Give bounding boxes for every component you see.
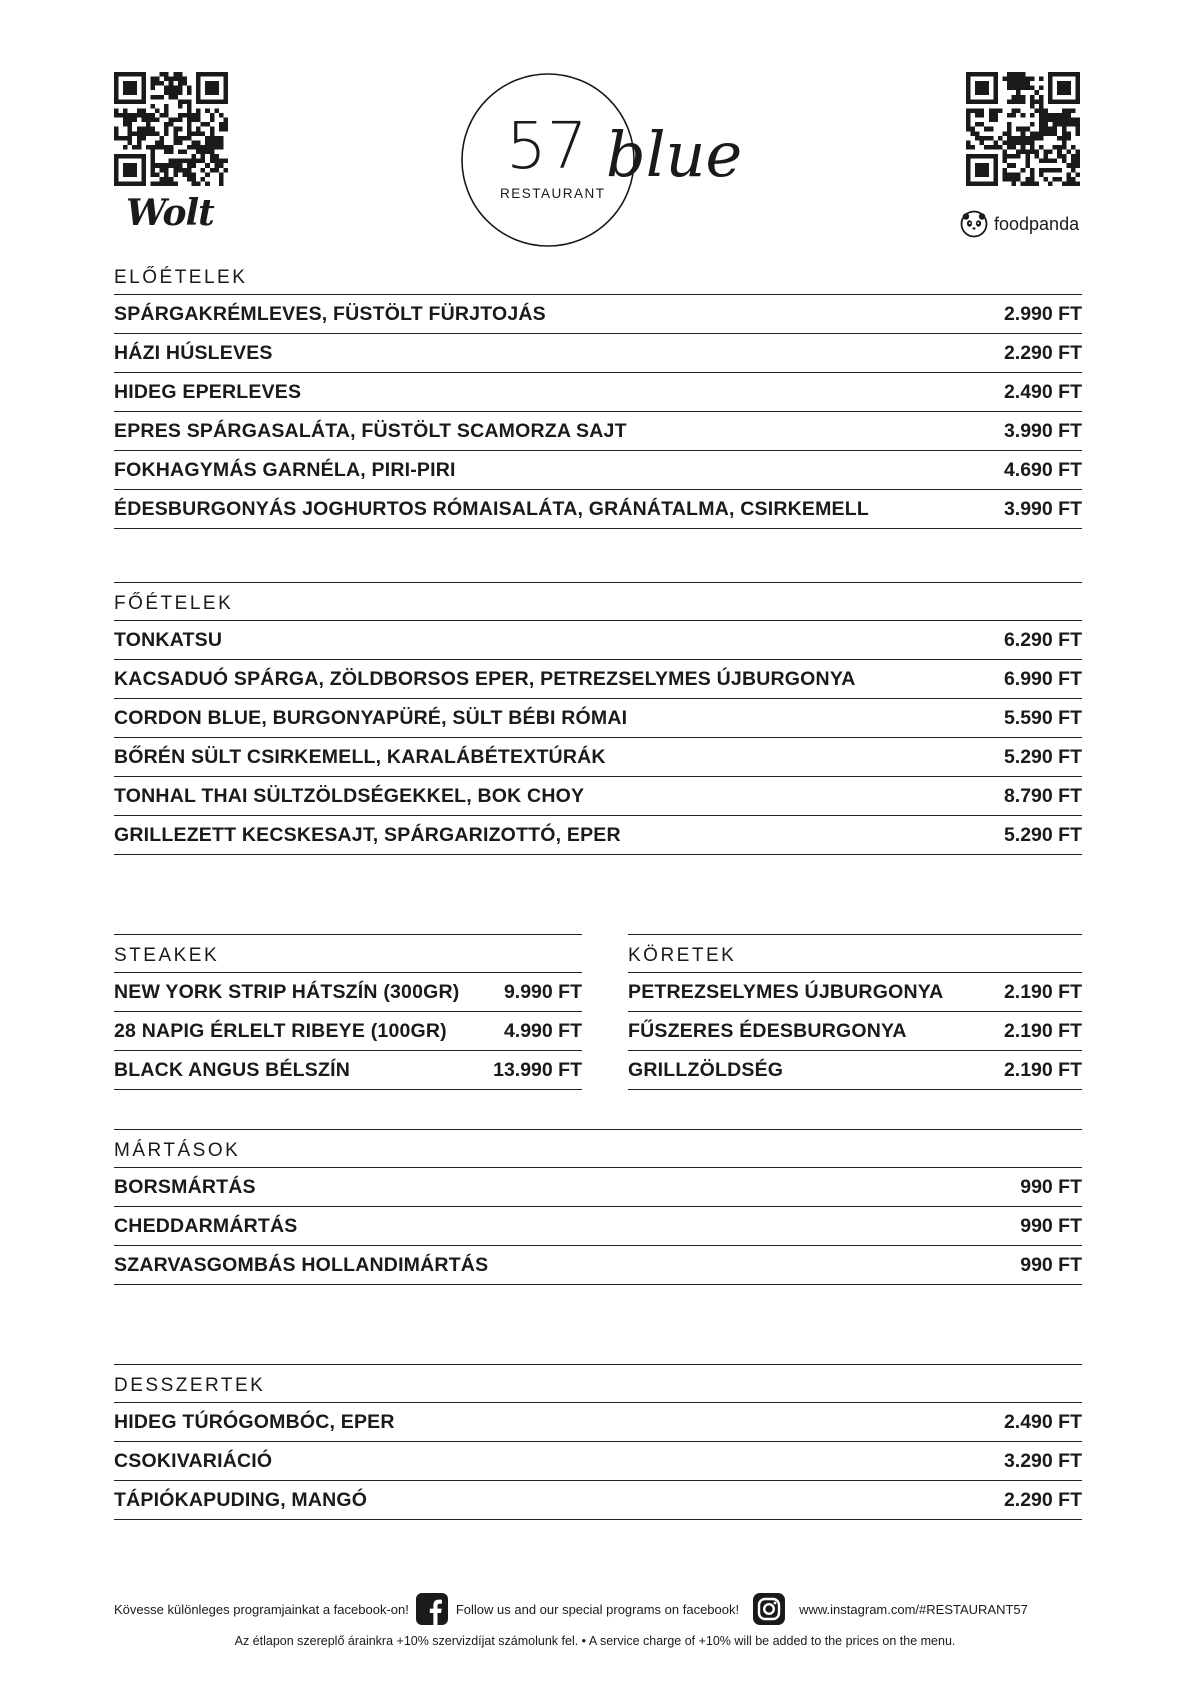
menu-item xyxy=(114,1012,582,1051)
menu-item xyxy=(114,1442,1082,1481)
item-name: SZARVASGOMBÁS HOLLANDIMÁRTÁS xyxy=(114,1253,489,1276)
instagram-icon[interactable] xyxy=(753,1593,785,1625)
menu-item xyxy=(114,451,1082,490)
item-name: EPRES SPÁRGASALÁTA, FÜSTÖLT SCAMORZA SAJT xyxy=(114,419,627,442)
wolt-logo[interactable]: Wolt xyxy=(126,192,214,234)
section-starters xyxy=(114,256,1082,529)
section-title: FŐÉTELEK xyxy=(114,593,234,614)
section-title: ELŐÉTELEK xyxy=(114,267,248,288)
item-price: 5.290 FT xyxy=(1003,823,1082,846)
item-price: 8.790 FT xyxy=(1003,784,1082,807)
item-name: PETREZSELYMES ÚJBURGONYA xyxy=(628,980,944,1003)
item-price: 990 FT xyxy=(1020,1175,1082,1198)
qr-code-graphic xyxy=(114,72,228,186)
item-name: BŐRÉN SÜLT CSIRKEMELL, KARALÁBÉTEXTÚRÁK xyxy=(114,745,606,768)
item-name: SPÁRGAKRÉMLEVES, FÜSTÖLT FÜRJTOJÁS xyxy=(114,302,546,325)
item-name: GRILLEZETT KECSKESAJT, SPÁRGARIZOTTÓ, EPER xyxy=(114,823,621,846)
section-desserts xyxy=(114,1364,1082,1520)
item-price: 3.990 FT xyxy=(1003,497,1082,520)
item-price: 2.990 FT xyxy=(1003,302,1082,325)
section-header xyxy=(628,934,1082,973)
section-header xyxy=(114,1364,1082,1403)
item-price: 3.990 FT xyxy=(1003,419,1082,442)
item-name: BLACK ANGUS BÉLSZÍN xyxy=(114,1058,350,1081)
facebook-text-hu: Kövesse különleges programjainkat a facebook-on! xyxy=(114,1601,409,1617)
item-name: CORDON BLUE, BURGONYAPÜRÉ, SÜLT BÉBI RÓMAI xyxy=(114,706,628,729)
section-sides xyxy=(628,934,1082,1090)
section-header xyxy=(114,582,1082,621)
item-price: 9.990 FT xyxy=(503,980,582,1003)
menu-item xyxy=(628,1051,1082,1090)
menu-item xyxy=(114,699,1082,738)
item-price: 990 FT xyxy=(1020,1253,1082,1276)
section-title: KÖRETEK xyxy=(628,945,737,966)
social-footer xyxy=(114,1592,1082,1626)
menu-item xyxy=(114,777,1082,816)
logo-subtitle: RESTAURANT xyxy=(500,186,606,201)
item-price: 2.290 FT xyxy=(1003,341,1082,364)
menu-item xyxy=(114,295,1082,334)
item-price: 2.190 FT xyxy=(1003,1019,1082,1042)
item-name: BORSMÁRTÁS xyxy=(114,1175,256,1198)
item-price: 2.290 FT xyxy=(1003,1488,1082,1511)
logo-number: 57 xyxy=(506,110,588,184)
item-price: 990 FT xyxy=(1020,1214,1082,1237)
item-name: CSOKIVARIÁCIÓ xyxy=(114,1449,273,1472)
menu-item xyxy=(114,660,1082,699)
item-name: HIDEG EPERLEVES xyxy=(114,380,302,403)
item-price: 6.990 FT xyxy=(1003,667,1082,690)
item-name: NEW YORK STRIP HÁTSZÍN (300GR) xyxy=(114,980,460,1003)
menu-item xyxy=(114,490,1082,529)
section-mains xyxy=(114,582,1082,855)
item-price: 4.690 FT xyxy=(1003,458,1082,481)
item-price: 2.190 FT xyxy=(1003,1058,1082,1081)
section-header xyxy=(114,256,1082,295)
menu-item xyxy=(114,1207,1082,1246)
menu-item xyxy=(628,1012,1082,1051)
section-sauces xyxy=(114,1129,1082,1285)
section-header xyxy=(114,1129,1082,1168)
item-price: 4.990 FT xyxy=(503,1019,582,1042)
foodpanda-label: foodpanda xyxy=(994,213,1080,234)
item-price: 2.490 FT xyxy=(1003,380,1082,403)
item-name: CHEDDARMÁRTÁS xyxy=(114,1214,298,1237)
item-price: 5.590 FT xyxy=(1003,706,1082,729)
item-name: ÉDESBURGONYÁS JOGHURTOS RÓMAISALÁTA, GRÁNÁTALMA, CSIRKEMELL xyxy=(114,497,869,520)
menu-item xyxy=(114,621,1082,660)
item-name: FOKHAGYMÁS GARNÉLA, PIRI-PIRI xyxy=(114,458,456,481)
facebook-icon[interactable] xyxy=(416,1593,448,1625)
panda-icon xyxy=(960,210,988,238)
item-price: 5.290 FT xyxy=(1003,745,1082,768)
menu-item xyxy=(114,1246,1082,1285)
section-title: STEAKEK xyxy=(114,945,220,966)
item-name: TONHAL THAI SÜLTZÖLDSÉGEKKEL, BOK CHOY xyxy=(114,784,585,807)
section-header xyxy=(114,934,582,973)
menu-item xyxy=(114,1481,1082,1520)
section-title: MÁRTÁSOK xyxy=(114,1140,241,1161)
foodpanda-logo[interactable] xyxy=(960,210,1079,238)
item-name: 28 NAPIG ÉRLELT RIBEYE (100GR) xyxy=(114,1019,447,1042)
foodpanda-qr-code-icon[interactable] xyxy=(966,72,1080,186)
instagram-link[interactable]: www.instagram.com/#RESTAURANT57 xyxy=(799,1601,1028,1617)
section-steaks xyxy=(114,934,582,1090)
section-title: DESSZERTEK xyxy=(114,1375,266,1396)
menu-item xyxy=(114,1403,1082,1442)
facebook-text-en: Follow us and our special programs on facebook! xyxy=(455,1601,740,1617)
menu-item xyxy=(114,816,1082,855)
menu-item xyxy=(114,1168,1082,1207)
menu-item xyxy=(114,373,1082,412)
item-name: HIDEG TÚRÓGOMBÓC, EPER xyxy=(114,1410,395,1433)
item-price: 3.290 FT xyxy=(1003,1449,1082,1472)
item-name: TONKATSU xyxy=(114,628,223,651)
restaurant-logo xyxy=(458,70,748,250)
wolt-qr-code-icon[interactable] xyxy=(114,72,228,186)
menu-item xyxy=(114,412,1082,451)
service-charge-note: Az étlapon szereplő árainkra +10% szervizdíjat számolunk fel. • A service charge of +10% will be added to the prices on the menu. xyxy=(234,1634,956,1648)
item-name: KACSADUÓ SPÁRGA, ZÖLDBORSOS EPER, PETREZSELYMES ÚJBURGONYA xyxy=(114,667,856,690)
menu-item xyxy=(628,973,1082,1012)
item-price: 6.290 FT xyxy=(1003,628,1082,651)
item-name: HÁZI HÚSLEVES xyxy=(114,341,273,364)
menu-item xyxy=(114,1051,582,1090)
logo-name: blue xyxy=(606,118,743,191)
item-price: 2.490 FT xyxy=(1003,1410,1082,1433)
qr-code-graphic xyxy=(966,72,1080,186)
item-price: 2.190 FT xyxy=(1003,980,1082,1003)
item-price: 13.990 FT xyxy=(493,1058,582,1081)
item-name: TÁPIÓKAPUDING, MANGÓ xyxy=(114,1488,368,1511)
menu-item xyxy=(114,738,1082,777)
item-name: FŰSZERES ÉDESBURGONYA xyxy=(628,1019,907,1042)
item-name: GRILLZÖLDSÉG xyxy=(628,1058,784,1081)
menu-item xyxy=(114,334,1082,373)
menu-item xyxy=(114,973,582,1012)
